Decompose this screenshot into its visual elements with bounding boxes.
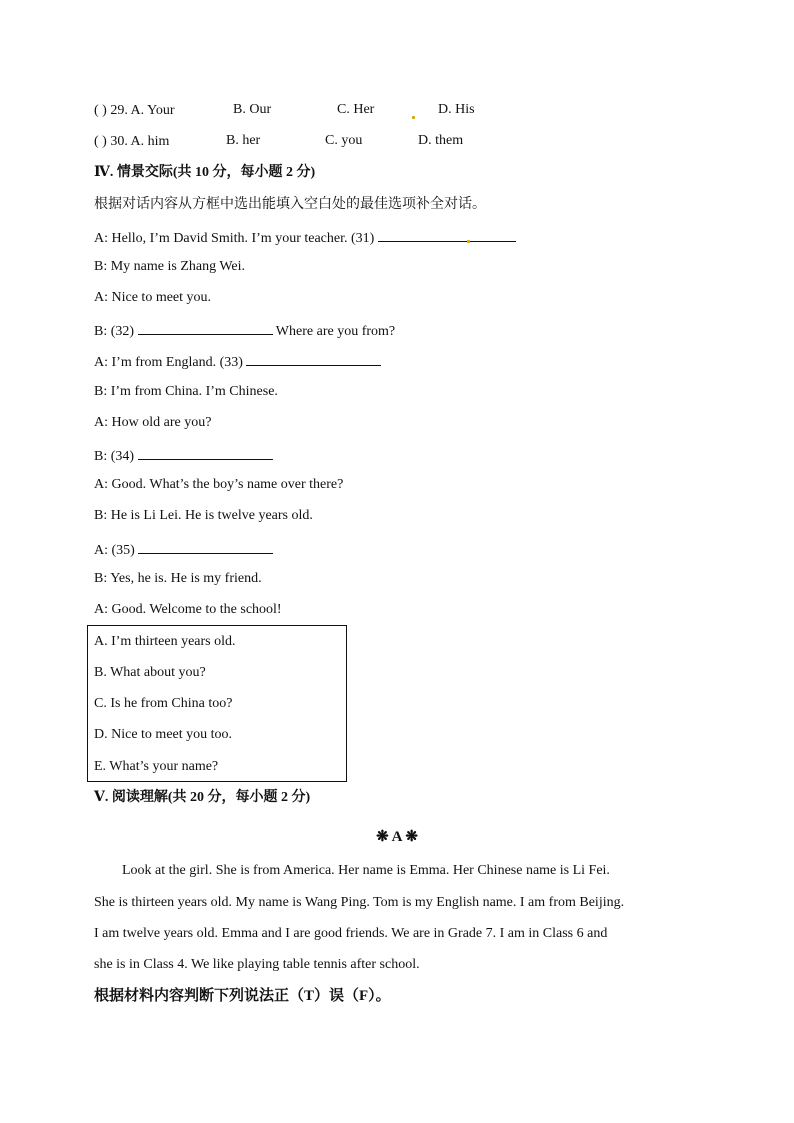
mc-29-a: ( ) 29. A. Your bbox=[94, 103, 175, 118]
yellow-dot-mark bbox=[412, 116, 415, 119]
dialogue-line-1 bbox=[94, 227, 516, 248]
dialogue-line-5 bbox=[94, 351, 381, 372]
dialogue-line-12: B: Yes, he is. He is my friend. bbox=[94, 571, 262, 586]
section-4-instruction: 根据对话内容从方框中选出能填入空白处的最佳选项补全对话。 bbox=[94, 197, 486, 212]
mc-29-c: C. Her bbox=[337, 102, 375, 117]
option-d: D. Nice to meet you too. bbox=[94, 727, 233, 742]
dialogue-line-4 bbox=[94, 320, 395, 341]
passage-label: ❋ A ❋ bbox=[376, 829, 418, 845]
dialogue-text: A: Hello, I’m David Smith. I’m your teacher. (31) bbox=[94, 231, 378, 246]
dialogue-line-11 bbox=[94, 539, 273, 560]
dialogue-text: B: (32) bbox=[94, 324, 138, 339]
judge-instruction: 根据材料内容判断下列说法正（T）误（F）。 bbox=[94, 988, 391, 1004]
mc-30-a: ( ) 30. A. him bbox=[94, 134, 170, 149]
dialogue-line-3: A: Nice to meet you. bbox=[94, 290, 212, 305]
answer-blank-34[interactable] bbox=[138, 445, 273, 460]
dialogue-line-2: B: My name is Zhang Wei. bbox=[94, 259, 246, 274]
mc-30-c: C. you bbox=[325, 133, 363, 148]
option-c: C. Is he from China too? bbox=[94, 696, 233, 711]
yellow-dot-mark bbox=[467, 240, 470, 243]
passage-line-4: she is in Class 4. We like playing table tennis after school. bbox=[94, 957, 420, 972]
passage-line-2: She is thirteen years old. My name is Wang Ping. Tom is my English name. I am from Beijing. bbox=[94, 895, 625, 910]
option-e: E. What’s your name? bbox=[94, 759, 219, 774]
dialogue-line-13: A: Good. Welcome to the school! bbox=[94, 602, 282, 617]
dialogue-line-7: A: How old are you? bbox=[94, 415, 212, 430]
option-a: A. I’m thirteen years old. bbox=[94, 634, 236, 649]
passage-line-3: I am twelve years old. Emma and I are good friends. We are in Grade 7. I am in Class 6 and bbox=[94, 926, 608, 941]
dialogue-line-8 bbox=[94, 445, 273, 466]
dialogue-line-6: B: I’m from China. I’m Chinese. bbox=[94, 384, 278, 399]
section-4-title: Ⅳ. 情景交际(共 10 分，每小题 2 分) bbox=[94, 165, 316, 180]
dialogue-text: A: I’m from England. (33) bbox=[94, 355, 247, 370]
answer-blank-32[interactable] bbox=[138, 320, 273, 335]
answer-blank-31[interactable] bbox=[378, 227, 516, 242]
dialogue-text: B: (34) bbox=[94, 449, 138, 464]
dialogue-text: A: (35) bbox=[94, 543, 139, 558]
section-5-title: Ⅴ. 阅读理解(共 20 分，每小题 2 分) bbox=[94, 790, 311, 805]
mc-29-d: D. His bbox=[438, 102, 475, 117]
mc-30-d: D. them bbox=[418, 133, 464, 148]
answer-blank-35[interactable] bbox=[138, 539, 273, 554]
mc-row-30 bbox=[94, 133, 169, 151]
option-b: B. What about you? bbox=[94, 665, 206, 680]
mc-30-b: B. her bbox=[226, 133, 261, 148]
mc-29-b: B. Our bbox=[233, 102, 272, 117]
passage-line-1: Look at the girl. She is from America. Her name is Emma. Her Chinese name is Li Fei. bbox=[122, 863, 610, 878]
dialogue-text-after: Where are you from? bbox=[272, 324, 396, 339]
dialogue-line-10: B: He is Li Lei. He is twelve years old. bbox=[94, 508, 313, 523]
answer-blank-33[interactable] bbox=[246, 351, 381, 366]
dialogue-line-9: A: Good. What’s the boy’s name over there? bbox=[94, 477, 344, 492]
mc-row-29 bbox=[94, 102, 175, 120]
